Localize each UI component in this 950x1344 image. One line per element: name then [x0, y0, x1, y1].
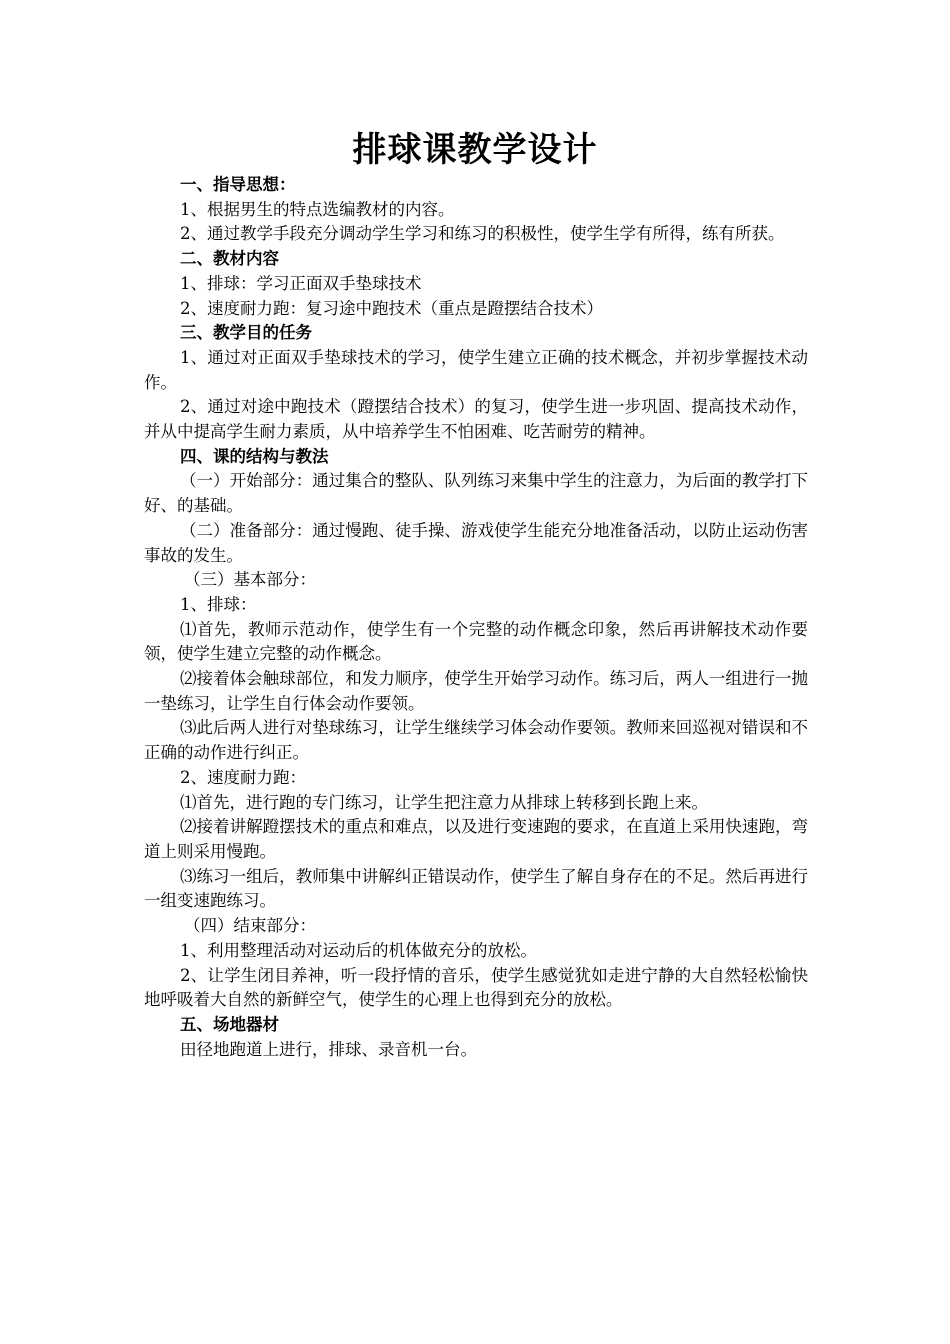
- paragraph: ⑶练习一组后，教师集中讲解纠正错误动作，使学生了解自身存在的不足。然后再进行一组变速跑练习。: [144, 866, 808, 911]
- paragraph: 2、速度耐力跑：复习途中跑技术（重点是蹬摆结合技术）: [180, 298, 603, 318]
- section-heading: 五、场地器材: [180, 1014, 279, 1034]
- document-title: 排球课教学设计: [352, 130, 598, 170]
- paragraph: （一）开始部分：通过集合的整队、队列练习来集中学生的注意力，为后面的教学打下好、的基础。: [144, 471, 808, 516]
- section-heading: 三、教学目的任务: [180, 323, 312, 343]
- section-heading: 一、指导思想：: [180, 175, 296, 194]
- paragraph: ⑴首先，进行跑的专门练习，让学生把注意力从排球上转移到长跑上来。: [180, 792, 708, 812]
- section-heading: 四、课的结构与教法: [180, 446, 329, 466]
- paragraph: 2、让学生闭目养神，听一段抒情的音乐，使学生感觉犹如走进宁静的大自然轻松愉快地呼吸着大自然的新鲜空气，使学生的心理上也得到充分的放松。: [144, 965, 808, 1010]
- document-body: [144, 173, 808, 1062]
- paragraph: ⑶此后两人进行对垫球练习，让学生继续学习体会动作要领。教师来回巡视对错误和不正确的动作进行纠正。: [144, 718, 808, 763]
- paragraph: 1、根据男生的特点选编教材的内容。: [180, 199, 455, 219]
- paragraph: 1、排球：学习正面双手垫球技术: [180, 273, 422, 293]
- paragraph: 1、排球：: [180, 594, 257, 614]
- paragraph: ⑵接着讲解蹬摆技术的重点和难点，以及进行变速跑的要求，在直道上采用快速跑，弯道上则采用慢跑。: [144, 817, 808, 861]
- section-heading: 二、教材内容: [180, 249, 279, 269]
- paragraph: 田径地跑道上进行，排球、录音机一台。: [180, 1039, 477, 1059]
- paragraph: （二）准备部分：通过慢跑、徒手操、游戏使学生能充分地准备活动，以防止运动伤害事故的发生。: [144, 520, 808, 565]
- paragraph: 2、通过对途中跑技术（蹬摆结合技术）的复习，使学生进一步巩固、提高技术动作，并从中提高学生耐力素质，从中培养学生不怕困难、吃苦耐劳的精神。: [144, 397, 808, 442]
- paragraph: 2、速度耐力跑：: [180, 767, 306, 787]
- paragraph: 1、通过对正面双手垫球技术的学习，使学生建立正确的技术概念，并初步掌握技术动作。: [144, 347, 808, 392]
- paragraph: ⑵接着体会触球部位，和发力顺序，使学生开始学习动作。练习后，两人一组进行一抛一垫练习，让学生自行体会动作要领。: [144, 669, 808, 713]
- subsection-heading: （三）基本部分：: [184, 570, 316, 590]
- paragraph: ⑴首先，教师示范动作，使学生有一个完整的动作概念印象，然后再讲解技术动作要领，使学生建立完整的动作概念。: [144, 619, 808, 664]
- paragraph: 2、通过教学手段充分调动学生学习和练习的积极性，使学生学有所得，练有所获。: [180, 224, 785, 244]
- paragraph: 1、利用整理活动对运动后的机体做充分的放松。: [180, 940, 537, 960]
- subsection-heading: （四）结束部分：: [184, 916, 316, 936]
